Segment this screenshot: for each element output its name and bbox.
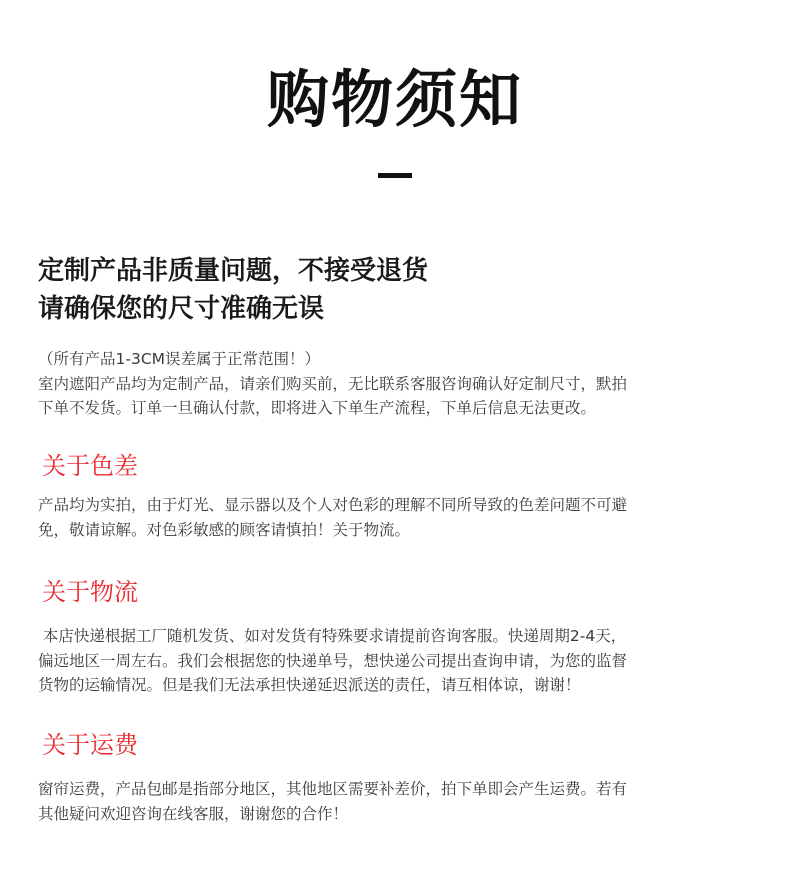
notice-body (38, 347, 738, 421)
color-section-title: 关于色差 (42, 452, 138, 480)
notice-headline-line: 定制产品非质量问题，不接受退货 (38, 256, 429, 286)
shipping-section-title: 关于运费 (42, 731, 138, 759)
logistics-section-title: 关于物流 (42, 578, 138, 606)
notice-headline-line: 请确保您的尺寸准确无误 (38, 294, 325, 324)
logistics-section-line: 偏远地区一周左右。我们会根据您的快递单号，想快递公司提出查询申请，为您的监督 (38, 651, 628, 670)
shipping-section-line: 窗帘运费，产品包邮是指部分地区，其他地区需要补差价，拍下单即会产生运费。若有 (38, 780, 628, 798)
shipping-section-body (38, 777, 738, 826)
notice-body-line: 室内遮阳产品均为定制产品，请亲们购买前，无比联系客服咨询确认好定制尺寸，默拍 (38, 374, 628, 393)
logistics-section-line: 本店快递根据工厂随机发货、如对发货有特殊要求请提前咨询客服。快递周期2-4天， (38, 627, 627, 645)
color-section-line: 免，敬请谅解。对色彩敏感的顾客请慎拍！关于物流。 (38, 520, 411, 539)
title-divider (378, 173, 412, 178)
shipping-section-line: 其他疑问欢迎咨询在线客服，谢谢您的合作！ (38, 804, 349, 823)
logistics-section-body (38, 624, 738, 698)
logistics-section-line: 货物的运输情况。但是我们无法承担快递延迟派送的责任，请互相体谅，谢谢！ (38, 676, 581, 694)
notice-body-line: 下单不发货。订单一旦确认付款，即将进入下单生产流程，下单后信息无法更改。 (38, 399, 597, 417)
page-title: 购物须知 (266, 63, 523, 136)
color-section-line: 产品均为实拍，由于灯光、显示器以及个人对色彩的理解不同所导致的色差问题不可避 (38, 496, 628, 514)
color-section-body (38, 493, 738, 542)
notice-body-line: （所有产品1-3CM误差属于正常范围！） (38, 350, 321, 368)
notice-headline (38, 252, 758, 328)
